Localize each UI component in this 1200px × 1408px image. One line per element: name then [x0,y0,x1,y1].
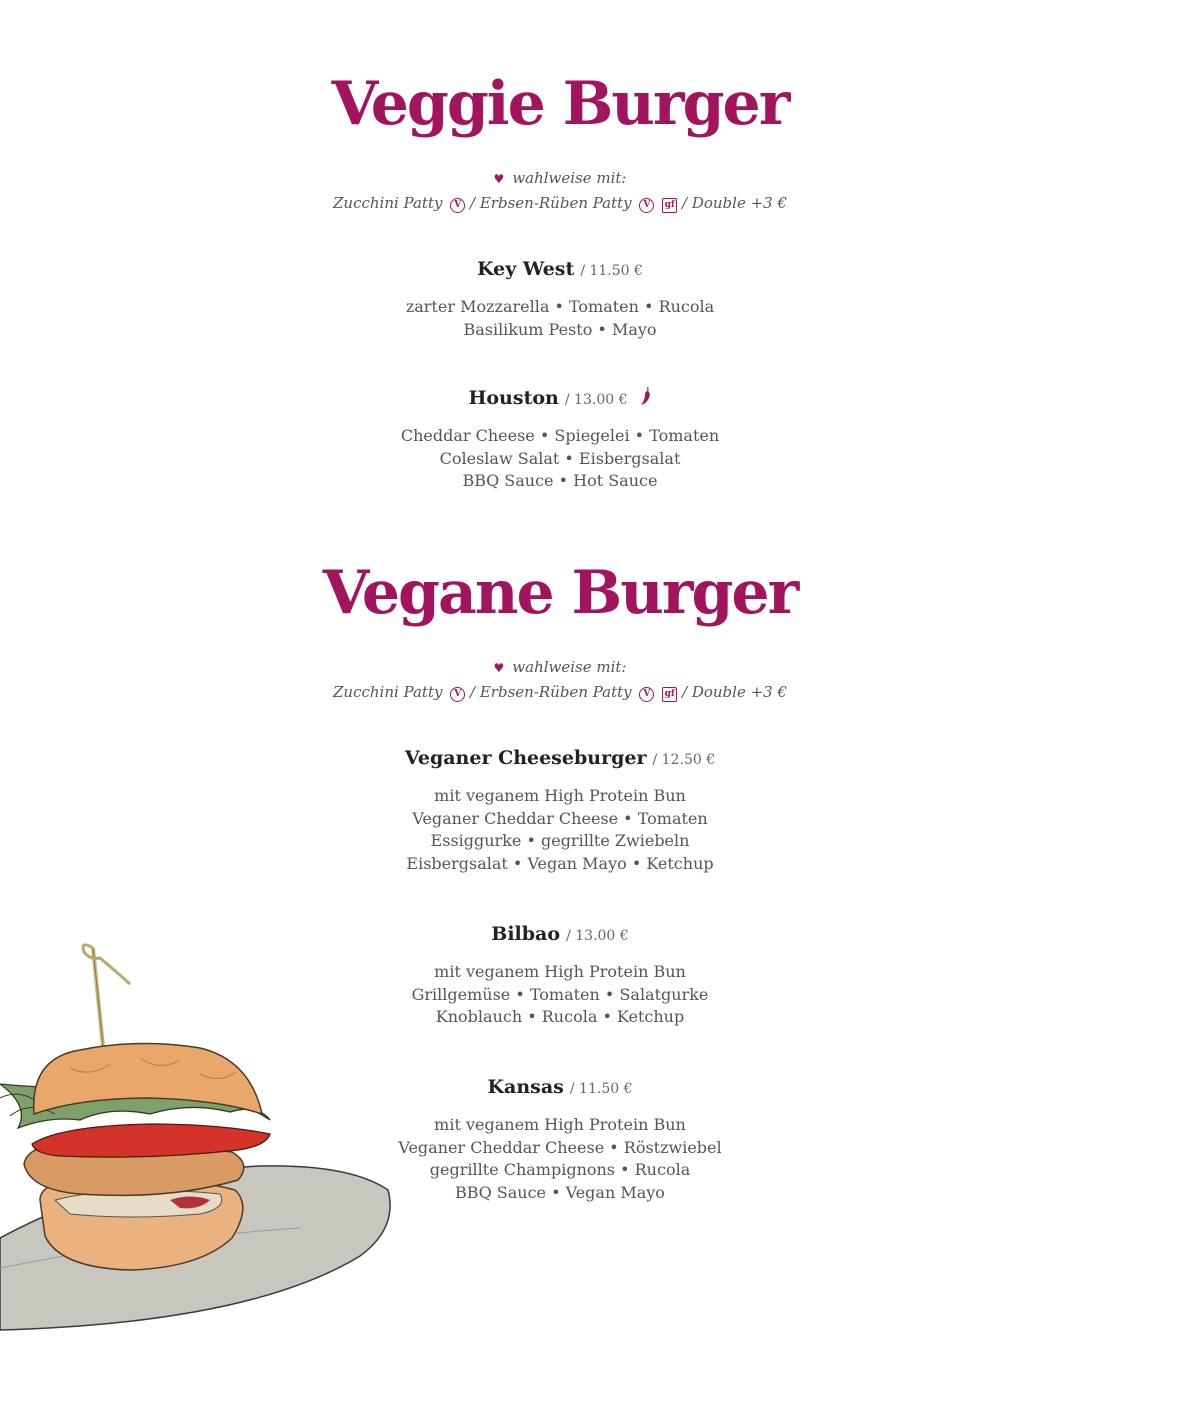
item-name: Veganer Cheeseburger [404,747,647,769]
ingredient-line: Coleslaw Salat • Eisbergsalat [439,448,681,468]
item-price: / 13.00 € [564,392,628,408]
gluten-free-badge-icon: gf [662,198,677,213]
item-name: Key West [477,258,575,280]
item-ingredients [0,785,1120,875]
heart-icon: ♥ [493,661,505,675]
separator: / [681,194,688,212]
option-double: Double +3 € [691,683,788,701]
ingredient-line: Veganer Cheddar Cheese • Röstzwiebel [398,1137,722,1157]
menu-item-houston [0,385,1120,493]
ingredient-line: Basilikum Pesto • Mayo [463,319,657,339]
ingredient-line: mit veganem High Protein Bun [434,962,686,981]
item-ingredients [0,296,1120,341]
ingredient-line: Knoblauch • Rucola • Ketchup [435,1007,685,1026]
ingredient-line: Cheddar Cheese • Spiegelei • Tomaten [400,426,720,445]
options-vegan [0,655,1120,704]
gluten-free-badge-icon: gf [662,687,677,702]
item-price: / 13.00 € [566,928,629,944]
options-veggie [0,166,1120,215]
ingredient-line: Essiggurke • gegrillte Zwiebeln [430,831,690,850]
item-ingredients [0,425,1120,493]
ingredient-line: gegrillte Champignons • Rucola [429,1160,691,1179]
separator: / [470,194,476,212]
chili-icon [640,386,652,406]
ingredient-line: zarter Mozzarella • Tomaten • Rucola [405,297,715,316]
ingredient-line: Grillgemüse • Tomaten • Salatgurke [411,984,709,1004]
menu-item-veganer-cheeseburger [0,745,1120,875]
option-zucchini-patty: Zucchini Patty [332,683,443,701]
option-erbsen-rueben-patty: Erbsen-Rüben Patty [479,683,632,701]
item-price: / 12.50 € [652,752,716,768]
ingredient-line: BBQ Sauce • Hot Sauce [462,471,658,490]
heart-icon: ♥ [493,172,505,186]
menu-item-key-west [0,256,1120,341]
options-intro: wahlweise mit: [512,658,627,676]
option-double: Double +3 € [691,194,788,212]
vegan-badge-icon: V [450,687,465,702]
separator: / [470,683,476,701]
ingredient-line: mit veganem High Protein Bun [434,786,686,805]
ingredient-line: mit veganem High Protein Bun [434,1115,686,1134]
vegan-badge-icon: V [639,687,654,702]
ingredient-line: Eisbergsalat • Vegan Mayo • Ketchup [406,853,714,873]
option-erbsen-rueben-patty: Erbsen-Rüben Patty [479,194,632,212]
ingredient-line: Veganer Cheddar Cheese • Tomaten [412,808,708,828]
separator: / [681,683,688,701]
item-price: / 11.50 € [580,263,643,279]
section-title-veggie: Veggie Burger [331,69,789,139]
vegan-badge-icon: V [450,198,465,213]
options-intro: wahlweise mit: [512,169,627,187]
ingredient-line: BBQ Sauce • Vegan Mayo [455,1182,665,1202]
item-name: Houston [468,387,559,409]
item-name: Kansas [487,1076,564,1098]
vegan-badge-icon: V [639,198,654,213]
section-title-vegan: Vegane Burger [322,558,798,628]
burger-illustration [0,938,400,1338]
item-price: / 11.50 € [569,1081,633,1097]
item-name: Bilbao [491,923,561,945]
option-zucchini-patty: Zucchini Patty [332,194,443,212]
